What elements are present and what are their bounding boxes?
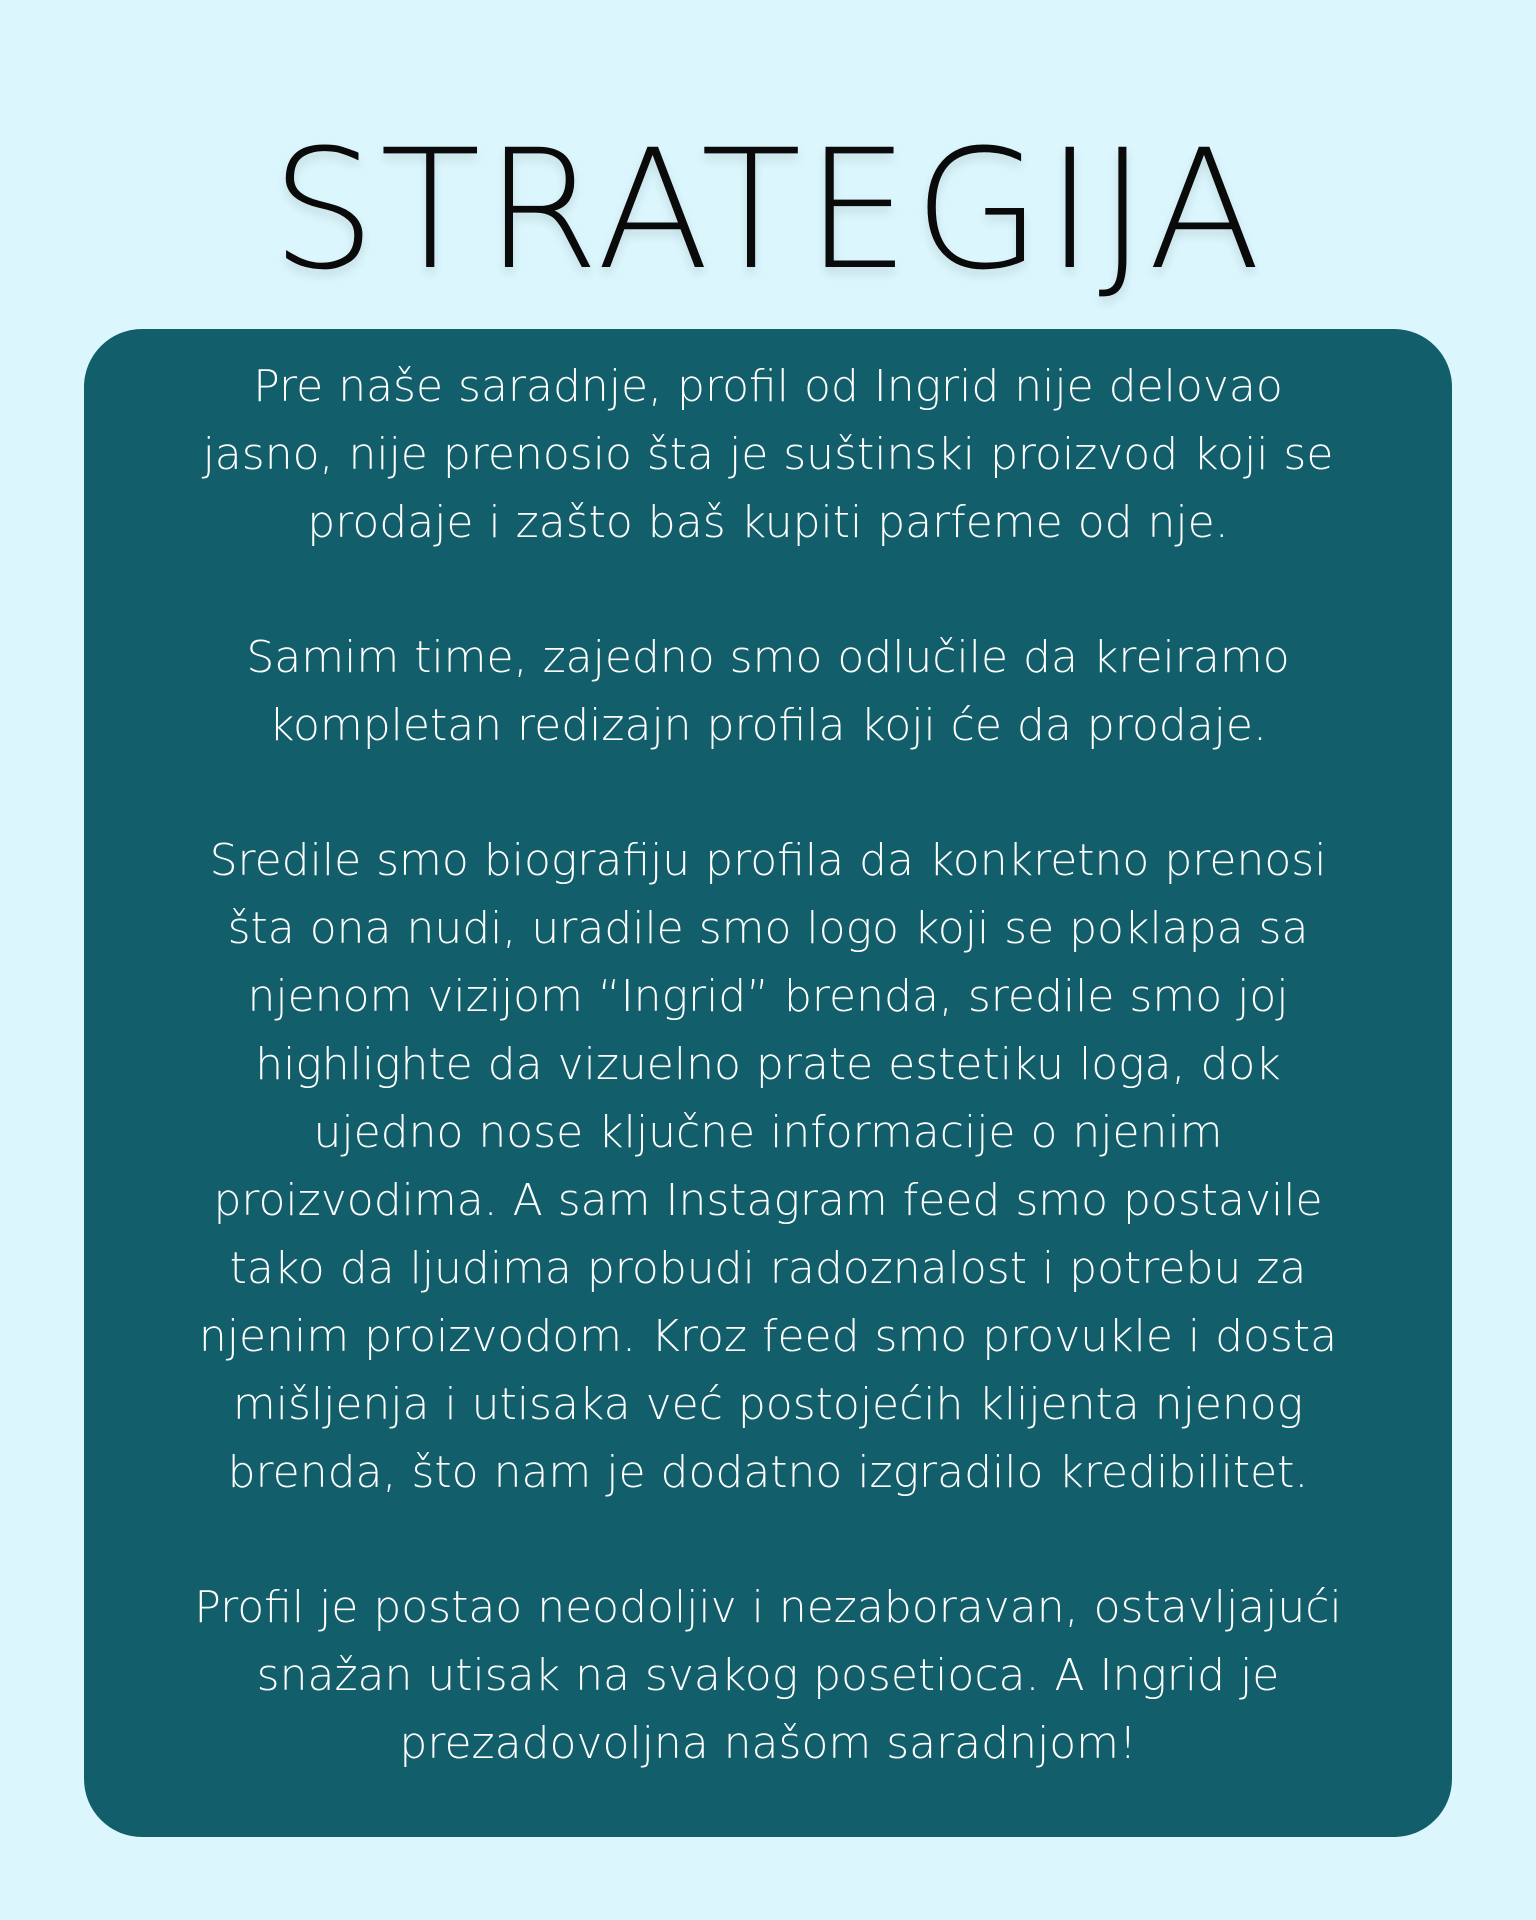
text-line: Sredile smo biografiju profila da konkretno prenosi xyxy=(209,835,1327,886)
page-title: STRATEGIJA xyxy=(271,114,1265,306)
paragraph-result xyxy=(84,1574,1452,1778)
paragraph-intro xyxy=(84,353,1452,557)
text-line: ujedno nose ključne informacije o njenim xyxy=(313,1107,1223,1158)
text-line: Profil je postao neodoljiv i nezaboravan, ostavljajući xyxy=(194,1582,1342,1633)
text-line: jasno, nije prenosio šta je suštinski proizvod koji se xyxy=(202,429,1334,480)
text-line: šta ona nudi, uradile smo logo koji se poklapa sa xyxy=(227,903,1309,954)
text-line: tako da ljudima probudi radoznalost i potrebu za xyxy=(229,1243,1307,1294)
text-line: brenda, što nam je dodatno izgradilo kredibilitet. xyxy=(227,1447,1309,1498)
text-line: njenim proizvodom. Kroz feed smo provukle i dosta xyxy=(198,1311,1338,1362)
text-line: Samim time, zajedno smo odlučile da kreiramo xyxy=(246,632,1290,683)
text-line: snažan utisak na svakog posetioca. A Ingrid je xyxy=(256,1650,1280,1701)
text-line: njenom vizijom “Ingrid” brenda, sredile smo joj xyxy=(247,971,1289,1022)
paragraph-work-done xyxy=(84,827,1452,1507)
text-line: prezadovoljna našom saradnjom! xyxy=(399,1718,1137,1769)
text-line: proizvodima. A sam Instagram feed smo postavile xyxy=(213,1175,1323,1226)
text-line: Pre naše saradnje, profil od Ingrid nije delovao xyxy=(253,361,1283,412)
paragraph-decision xyxy=(84,624,1452,760)
text-line: mišljenja i utisaka već postojećih klijenta njenog xyxy=(232,1379,1304,1430)
strategy-text-card xyxy=(84,329,1452,1837)
text-line: highlighte da vizuelno prate estetiku loga, dok xyxy=(255,1039,1281,1090)
text-line: kompletan redizajn profila koji će da prodaje. xyxy=(269,700,1267,751)
text-line: prodaje i zašto baš kupiti parfeme od nje. xyxy=(307,497,1229,548)
